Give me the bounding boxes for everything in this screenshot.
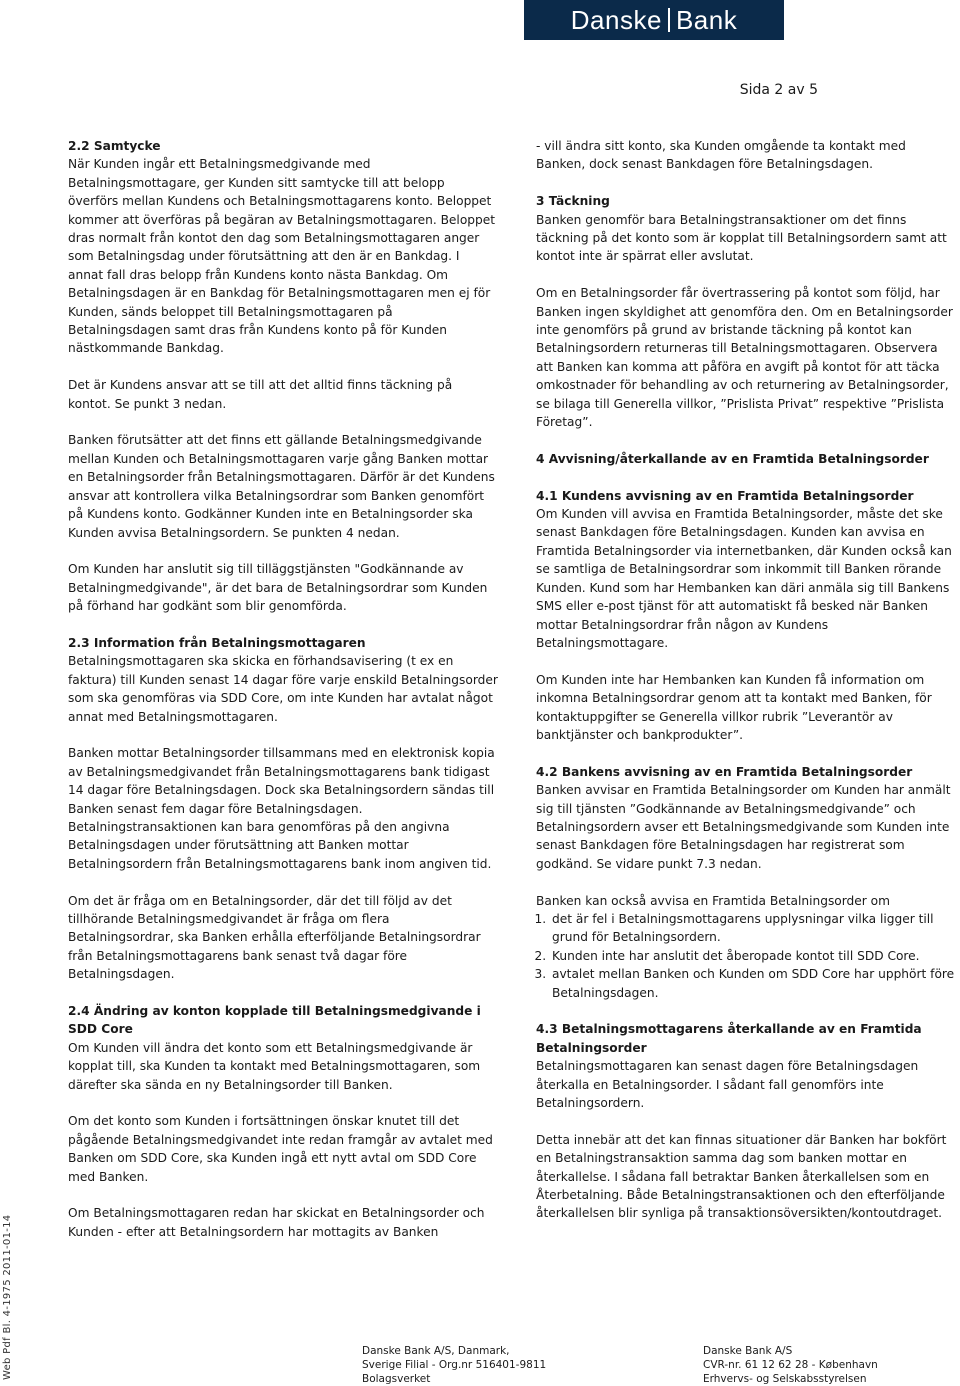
section-4-2-list [536,910,958,1002]
footer-company-sweden [362,1344,546,1386]
footer-line: Sverige Filial - Org.nr 516401-9811 [362,1359,547,1371]
continuation-paragraph: - vill ändra sitt konto, ska Kunden omgående ta kontakt med Banken, dock senast Bankdagen före Betalningsdagen. [536,139,906,172]
section-2-3-paragraph-3: Om det är fråga om en Betalningsorder, där det till följd av det tillhörande Betalningsmedgivandet är fråga om flera Betalningsordrar, ska Banken erhålla efterföljande Betalningsordrar från Betalningsmottagarens bank senast två dagar före Betalningsdagen. [68,893,481,982]
section-2-2-title: 2.2 Samtycke [68,139,161,153]
section-4-3-paragraph-1: Betalningsmottagaren kan senast dagen före Betalningsdagen återkalla en Betalningsorder. I sådant fall genomförs inte Betalningsordern. [536,1059,919,1110]
section-2-4-title: 2.4 Ändring av konton kopplade till Betalningsmedgivande i SDD Core [68,1003,481,1037]
section-2-2-paragraph-4: Om Kunden har anslutit sig till tilläggstjänsten "Godkännande av Betalningmedgivande", är det bara de Betalningsordrar som Kunden på förhand har godkänt som blir genomförda. [68,562,488,614]
section-2-4-paragraph-3: Om Betalningsmottagaren redan har skickat en Betalningsorder och Kunden - efter att Betalningsordern har mottagits av Banken [68,1206,485,1239]
section-4-2-title: 4.2 Bankens avvisning av en Framtida Betalningsorder [536,764,913,779]
footer-line: Danske Bank A/S [703,1345,793,1357]
left-column [68,137,498,1260]
list-item: 2. Kunden inte har anslutit det åberopade kontot till SDD Core. [550,947,958,965]
section-4-3-paragraph-2: Detta innebär att det kan finnas situationer där Banken har bokfört en Betalningstransaktion samma dag som banken mottar en återkallelse. I sådana fall betraktar Banken återkallelsen som en Återbetalning. Både Betalningstransaktionen och den efterföljande återkallelsen blir synliga på transaktionsöversikten/kontoutdraget. [536,1132,947,1221]
section-3-paragraph-2: Om en Betalningsorder får övertrassering på kontot som följd, har Banken ingen skyldighet att genomföra den. Om en Betalningsorder inte genomförs på grund av bristande täckning på kontot kan Betalningsordern returneras till Betalningsmottagaren. Observera att Banken kan komma att påföra en avgift på kontot för att täcka omkostnader för behandling av och returnering av Betalningsorder, se bilaga till Generella villkor, ”Prislista Privat” respektive ”Prislista Företag”. [536,286,953,430]
section-4-1-paragraph-2: Om Kunden inte har Hembanken kan Kunden få information om inkomna Betalningsordrar genom att ta kontakt med Banken, för kontaktuppgifter se Generella villkor rubrik ”Leverantör av banktjänster och bankprodukter”. [536,672,932,742]
section-4-3-title: 4.3 Betalningsmottagarens återkallande av en Framtida Betalningsorder [536,1022,922,1055]
page-number: Sida 2 av 5 [739,82,818,98]
section-2-3-title: 2.3 Information från Betalningsmottagaren [68,635,366,650]
section-3-paragraph-1: Banken genomför bara Betalningstransaktioner om det finns täckning på det konto som är kopplat till Betalningsordern samt att kontot inte är spärrat eller avslutat. [536,212,947,264]
side-reference-text: Web Pdf Bl. 4-1975 2011-01-14 [2,1214,13,1380]
logo-word-bank: Bank [675,4,738,35]
section-4-2-paragraph-2: Banken kan också avvisa en Framtida Betalningsorder om [536,893,890,908]
section-4-1-title: 4.1 Kundens avvisning av en Framtida Betalningsorder [536,488,914,503]
footer-line: Bolagsverket [362,1373,431,1385]
section-2-3-paragraph-1: Betalningsmottagaren ska skicka en förhandsavisering (t ex en faktura) till Kunden senast 14 dagar före varje enskild Betalningsorder som ska genomföras via SDD Core, om inte Kunden har avtalat något annat med Betalningsmottagaren. [68,654,498,724]
section-2-3-paragraph-2: Banken mottar Betalningsorder tillsammans med en elektronisk kopia av Betalningsmedgivandet från Betalningsmottagarens bank tidigast 14 dagar före Betalningsdagen. Dock ska Betalningsordern sändas till Banken senast fem dagar före Betalningsdagen. Betalningstransaktionen kan bara genomföras på den angivna Betalningsdagen under förutsättning att Banken mottar Betalningsordern från Betalningsmottagarens bank inom angiven tid. [68,746,495,871]
footer-line: Danske Bank A/S, Danmark, [362,1345,510,1357]
logo-divider [668,8,670,32]
list-item: 1. det är fel i Betalningsmottagarens upplysningar vilka ligger till grund för Betalningsordern. [550,910,958,947]
right-column [536,137,958,1241]
list-item: 3. avtalet mellan Banken och Kunden om SDD Core har upphört före Betalningsdagen. [550,965,958,1002]
section-2-4-paragraph-2: Om det konto som Kunden i fortsättningen önskar knutet till det pågående Betalningsmedgivandet inte redan framgår av avtalet med Banken om SDD Core, ska Kunden ingå ett nytt avtal om SDD Core med Banken. [68,1114,493,1184]
footer-company-denmark [703,1344,878,1386]
section-2-2-paragraph-1: När Kunden ingår ett Betalningsmedgivande med Betalningsmottagare, ger Kunden sitt samtycke till att belopp överförs mellan Kundens och Betalningsmottagarens konto. Beloppet kommer att överföras på begäran av Betalningsmottagaren. Beloppet dras normalt från kontot den dag som Betalningsmottagaren anger som Betalningsdag under förutsättning att den är en Bankdag. I annat fall dras belopp från Kundens konto nästa Bankdag. Om Betalningsdagen är en Bankdag för Betalningsmottagaren men ej för Kunden, sänds beloppet till Betalningsmottagaren på Betalningsdagen samt dras från Kundens konto på för Kunden nästkommande Bankdag. [68,157,496,356]
logo-word-danske: Danske [570,4,662,35]
section-4-1-paragraph-1: Om Kunden vill avvisa en Framtida Betalningsorder, måste det ske senast Bankdagen före Betalningsdagen. Kunden kan avvisa en Framtida Betalningsorder via internetbanken, där Kunden också kan se samtliga de Betalningsordrar som inkommit till Banken rörande Kunden. Kund som har Hembanken kan däri anmäla sig till Bankens SMS eller e-post tjänst för att automatiskt få besked när Banken mottar Betalningsordrar från någon av Kundens Betalningsmottagare. [536,507,952,650]
logo-text [571,5,737,36]
section-4-2-paragraph-1: Banken avvisar en Framtida Betalningsorder om Kunden har anmält sig till tjänsten ”Godkännande av Betalningsmedgivande” och Betalningsordern avser ett Betalningsmedgivande som Kunden inte senast Bankdagen före Betalningsdagen har registrerat som godkänd. Se vidare punkt 7.3 nedan. [536,783,951,871]
section-4-title: 4 Avvisning/återkallande av en Framtida Betalningsorder [536,451,929,466]
danske-bank-logo [524,0,784,40]
section-2-4-paragraph-1: Om Kunden vill ändra det konto som ett Betalningsmedgivande är kopplat till, ska Kunden ta kontakt med Betalningsmottagaren, som därefter ska sända en ny Betalningsorder till Banken. [68,1040,481,1092]
section-3-title: 3 Täckning [536,194,610,209]
footer-line: CVR-nr. 61 12 62 28 - København [703,1359,878,1371]
section-2-2-paragraph-2: Det är Kundens ansvar att se till att det alltid finns täckning på kontot. Se punkt 3 nedan. [68,378,453,411]
footer-line: Erhvervs- og Selskabsstyrelsen [703,1373,867,1385]
section-2-2-paragraph-3: Banken förutsätter att det finns ett gällande Betalningsmedgivande mellan Kunden och Betalningsmottagaren varje gång Banken mottar en Betalningsorder från Betalningsmottagaren. Därför är det Kundens ansvar att kontrollera vilka Betalningsordrar som Banken genomfört på Kundens konto. Godkänner Kunden inte en Betalningsorder ska Kunden avvisa Betalningsordern. Se punkten 4 nedan. [68,433,495,540]
